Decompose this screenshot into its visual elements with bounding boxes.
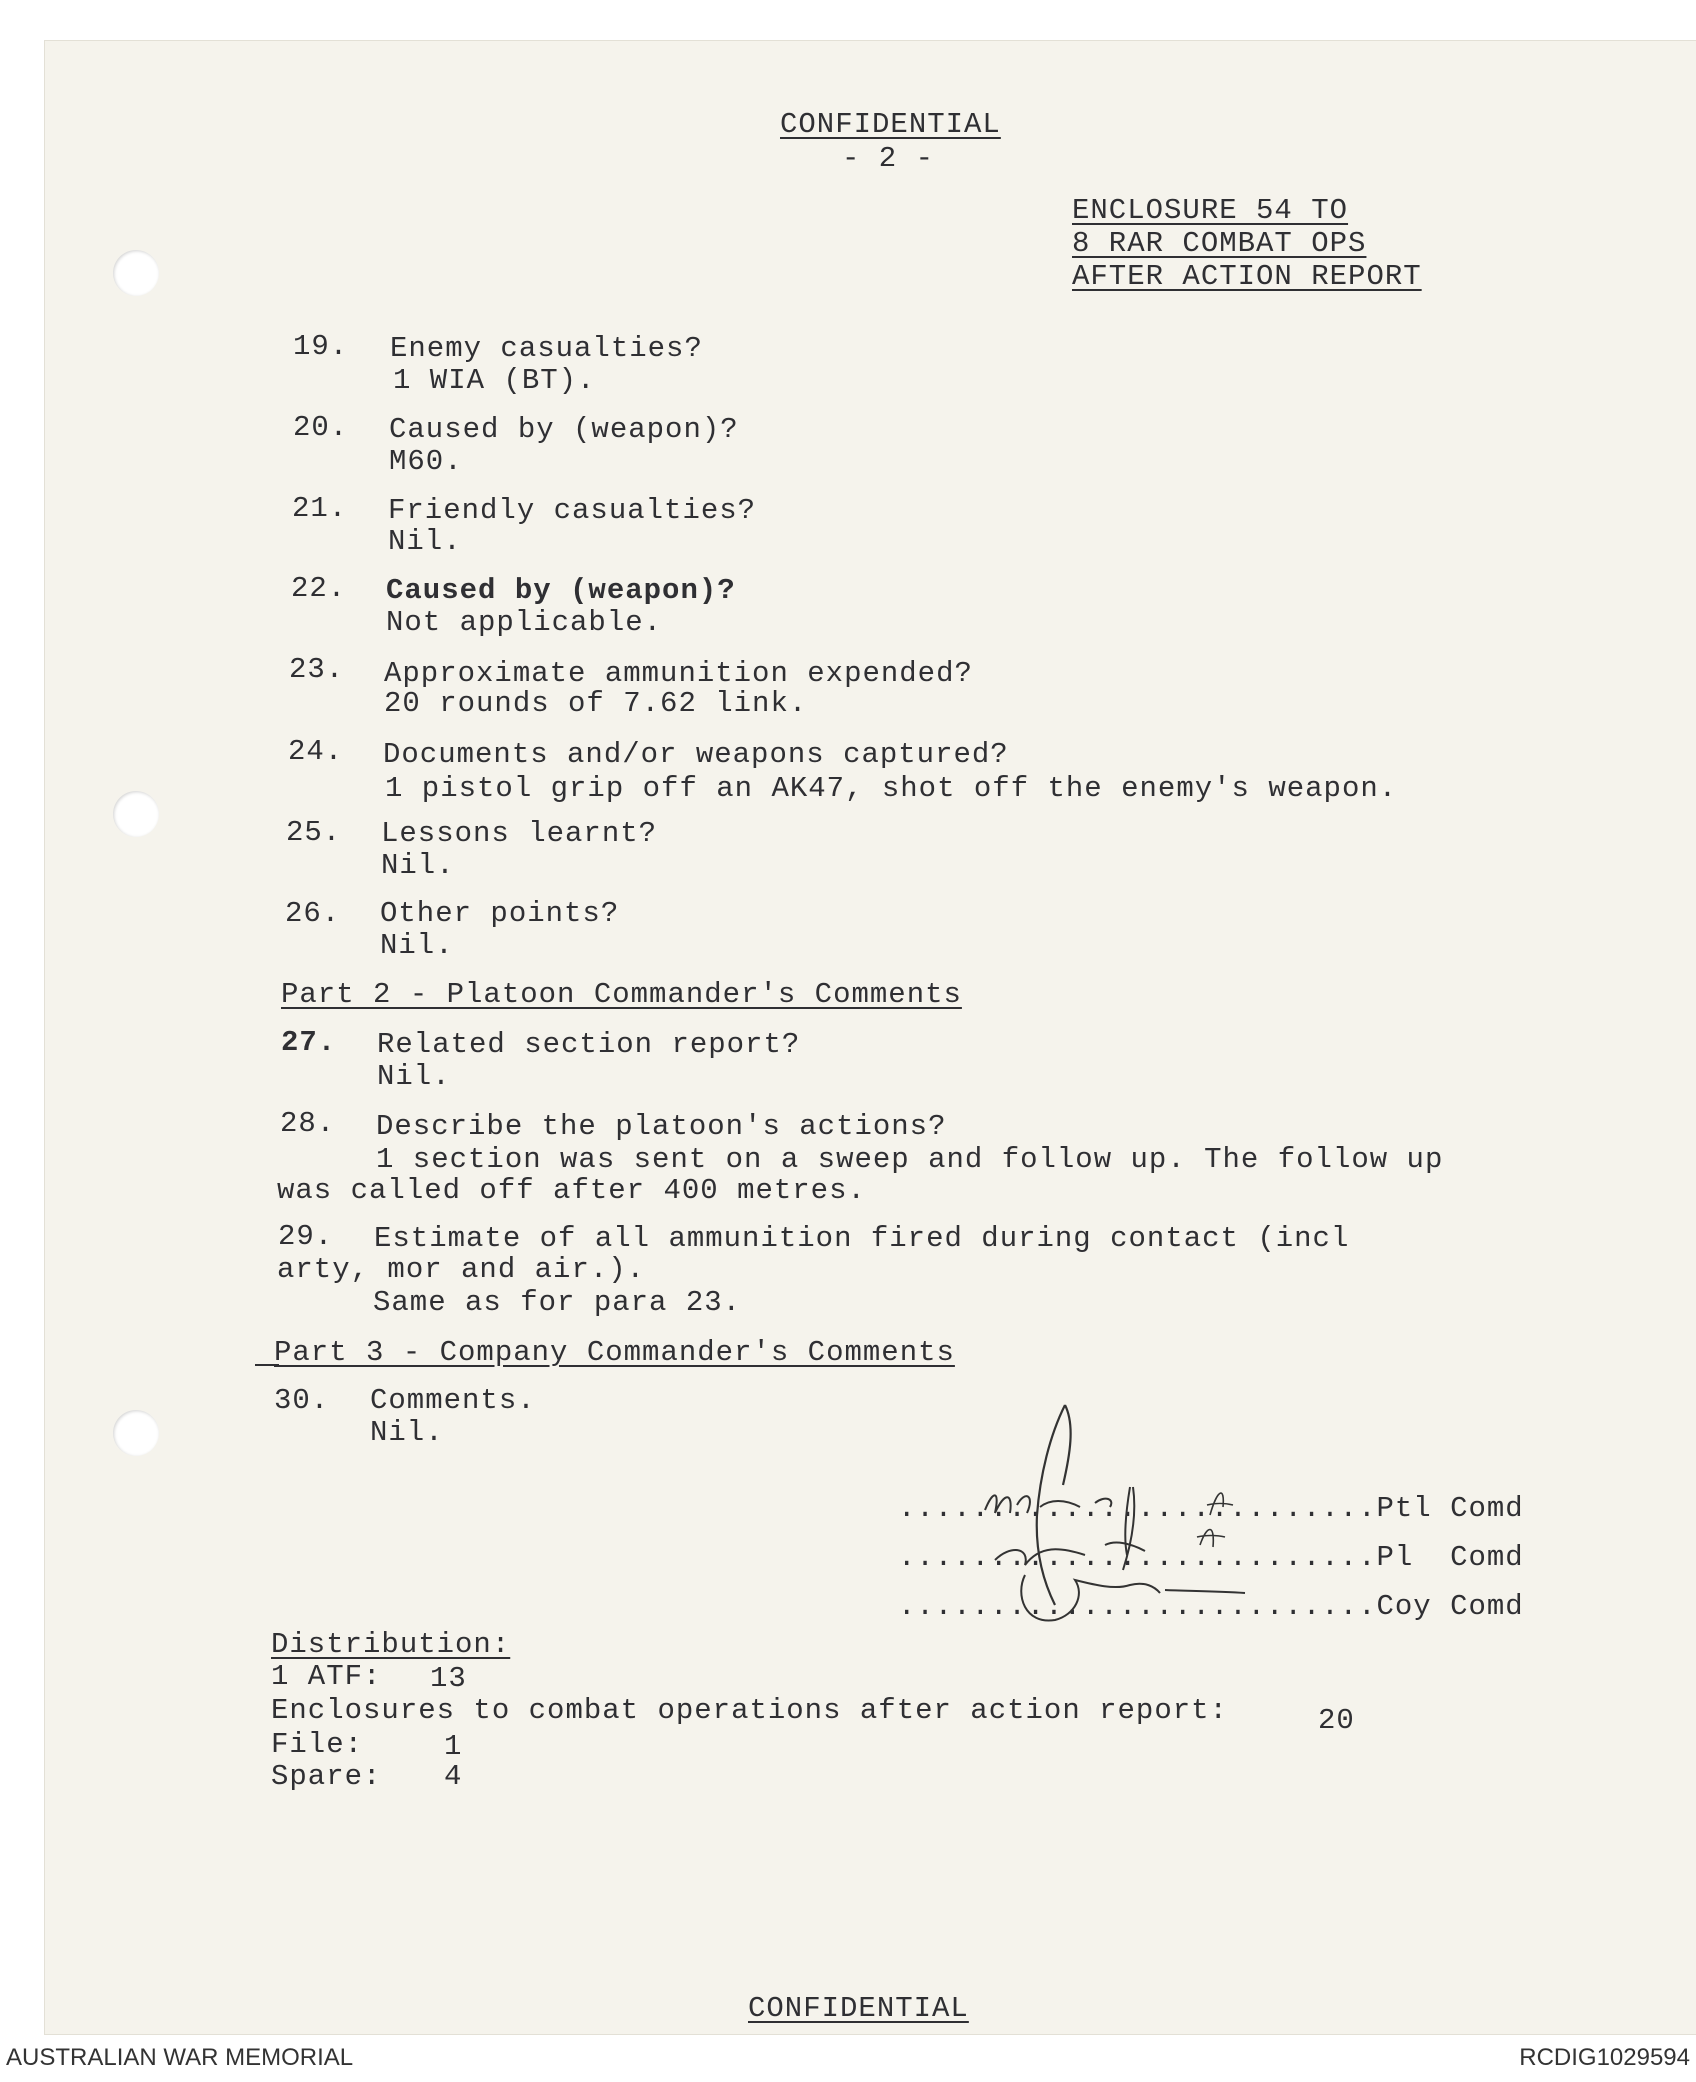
part-2-heading: Part 2 - Platoon Commander's Comments xyxy=(281,978,962,1011)
item-number: 21. xyxy=(292,492,348,525)
distribution-label: Enclosures to combat operations after action report: xyxy=(271,1694,1228,1727)
enclosure-line-1: ENCLOSURE 54 TO xyxy=(1072,194,1349,227)
item-number: 24. xyxy=(288,735,344,768)
item-question: Caused by (weapon)? xyxy=(386,574,736,607)
item-number: 25. xyxy=(286,816,342,849)
item-question: Other points? xyxy=(380,897,620,930)
underline-stub xyxy=(255,1364,279,1366)
item-answer: Nil. xyxy=(377,1060,451,1093)
distribution-value: 1 xyxy=(444,1730,463,1763)
item-question: Related section report? xyxy=(377,1028,801,1061)
distribution-label: File: xyxy=(271,1728,364,1761)
item-number: 19. xyxy=(293,330,349,363)
archive-id: RCDIG1029594 xyxy=(1519,2044,1690,2071)
item-question: Comments. xyxy=(370,1384,536,1417)
item-question: Enemy casualties? xyxy=(390,332,703,365)
item-answer: Nil. xyxy=(370,1416,444,1449)
distribution-value: 20 xyxy=(1318,1704,1355,1737)
item-question: arty, mor and air.). xyxy=(277,1253,646,1286)
signature-line-pl-comd: ..........................Pl Comd xyxy=(898,1541,1524,1574)
distribution-label: 1 ATF: xyxy=(271,1660,382,1693)
item-question: Friendly casualties? xyxy=(388,494,757,527)
signature-line-coy-comd: ..........................Coy Comd xyxy=(898,1590,1524,1623)
item-answer: 1 pistol grip off an AK47, shot off the enemy's weapon. xyxy=(385,772,1398,805)
item-question: Documents and/or weapons captured? xyxy=(383,738,1009,771)
item-answer: 20 rounds of 7.62 link. xyxy=(384,687,808,720)
item-answer: Nil. xyxy=(380,929,454,962)
punch-hole xyxy=(113,791,159,837)
signature-line-ptl-comd: ..........................Ptl Comd xyxy=(898,1492,1524,1525)
archive-credit: AUSTRALIAN WAR MEMORIAL xyxy=(6,2044,354,2071)
item-question: Lessons learnt? xyxy=(381,817,658,850)
item-number: 20. xyxy=(293,411,349,444)
page-number: - 2 - xyxy=(842,142,935,175)
item-number: 28. xyxy=(280,1107,336,1140)
punch-hole xyxy=(113,1410,159,1456)
item-answer: 1 section was sent on a sweep and follow up. The follow up xyxy=(376,1143,1444,1176)
item-number: 27. xyxy=(281,1026,337,1059)
item-number: 23. xyxy=(289,653,345,686)
item-question: Describe the platoon's actions? xyxy=(376,1110,947,1143)
punch-hole xyxy=(113,250,159,296)
item-answer: Nil. xyxy=(388,525,462,558)
item-answer: Nil. xyxy=(381,849,455,882)
item-number: 26. xyxy=(285,897,341,930)
classification-footer: CONFIDENTIAL xyxy=(748,1992,969,2025)
handwritten-signatures xyxy=(955,1395,1305,1645)
item-number: 22. xyxy=(291,572,347,605)
distribution-value: 13 xyxy=(430,1662,467,1695)
distribution-label: Spare: xyxy=(271,1760,382,1793)
item-question: Estimate of all ammunition fired during contact (incl xyxy=(374,1222,1350,1255)
item-answer: 1 WIA (BT). xyxy=(393,364,596,397)
item-question: Caused by (weapon)? xyxy=(389,413,739,446)
part-3-heading: Part 3 - Company Commander's Comments xyxy=(274,1336,955,1369)
enclosure-line-3: AFTER ACTION REPORT xyxy=(1072,260,1422,293)
item-question: Approximate ammunition expended? xyxy=(384,657,973,690)
item-number: 29. xyxy=(278,1220,334,1253)
item-answer: Not applicable. xyxy=(386,606,663,639)
item-number: 30. xyxy=(274,1384,330,1417)
item-answer: Same as for para 23. xyxy=(373,1286,742,1319)
item-answer: M60. xyxy=(389,445,463,478)
distribution-value: 4 xyxy=(444,1760,463,1793)
distribution-heading: Distribution: xyxy=(271,1628,511,1661)
classification-header: CONFIDENTIAL xyxy=(780,108,1001,141)
enclosure-line-2: 8 RAR COMBAT OPS xyxy=(1072,227,1367,260)
item-answer: was called off after 400 metres. xyxy=(277,1174,866,1207)
